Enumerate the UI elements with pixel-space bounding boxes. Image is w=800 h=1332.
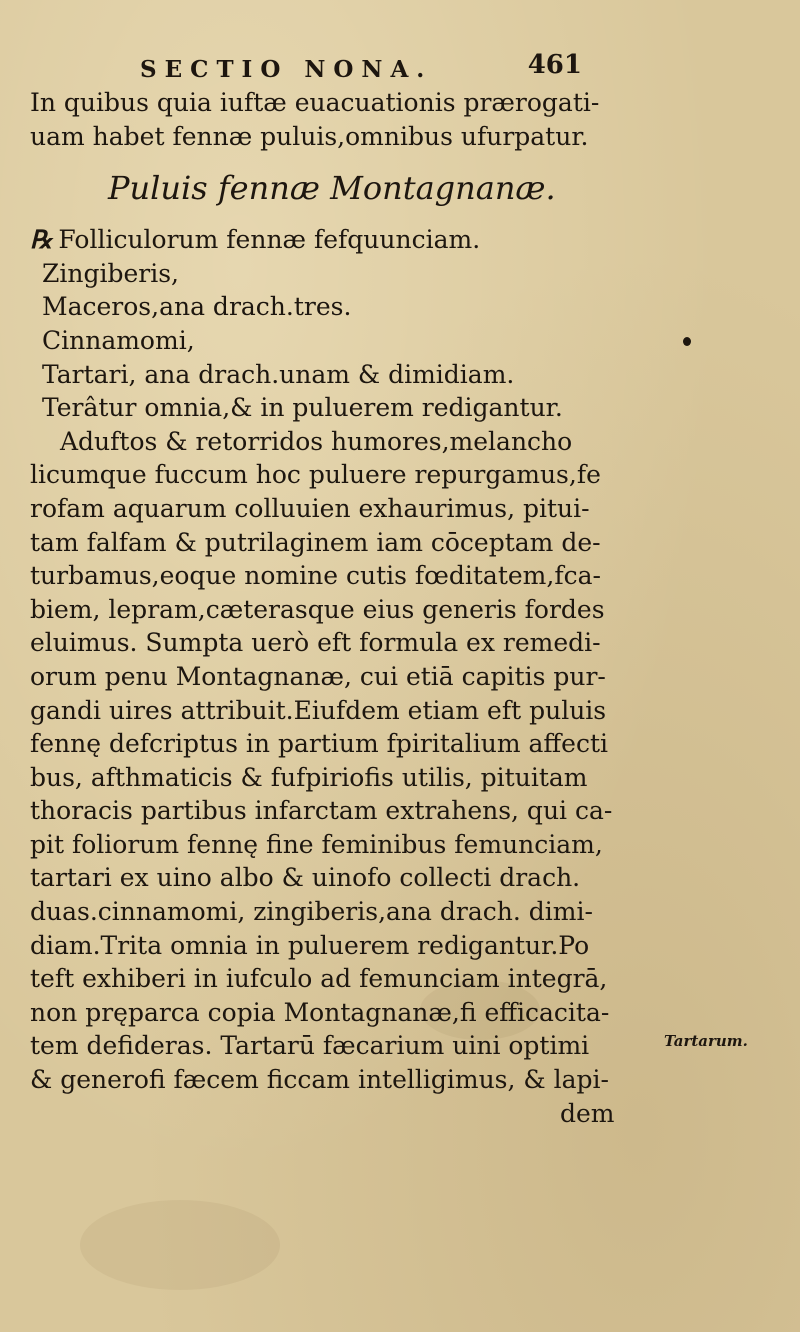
recipe-line xyxy=(30,223,660,257)
running-head: SECTIO NONA. xyxy=(140,56,433,83)
paragraph-line: duas.cinnamomi, zingiberis,ana drach. dimi- xyxy=(30,897,593,927)
paragraph-line: rofam aquarum colluuien exhaurimus, pitui- xyxy=(30,493,590,523)
paragraph-line: thoracis partibus infarctam extrahens, qui ca- xyxy=(30,796,613,826)
paragraph-line: bus, afthmaticis & fufpiriofis utilis, pituitam xyxy=(30,762,588,792)
paper-stain xyxy=(80,1200,280,1290)
paragraph-line: orum penu Montagnanæ, cui etiā capitis pur- xyxy=(30,661,606,691)
paragraph-line: pit foliorum fennę fine feminibus femunciam, xyxy=(30,829,603,859)
paragraph-line: biem, lepram,cæterasque eius generis fordes xyxy=(30,594,605,624)
paragraph-line: diam.Trita omnia in puluerem redigantur.Po xyxy=(30,930,590,960)
recipe-title: Puluis fennæ Montagnanæ. xyxy=(108,169,556,208)
recipe-line: Maceros,ana drach.tres. xyxy=(42,292,352,322)
recipe-line: Terâtur omnia,& in puluerem redigantur. xyxy=(42,393,563,423)
paragraph-line: tam falfam & putrilaginem iam cōceptam de- xyxy=(30,527,601,557)
paragraph-line: & generofi fæcem ficcam intelligimus, & lapi- xyxy=(30,1065,609,1095)
recipe-line: Zingiberis, xyxy=(42,258,179,288)
recipe-line: Cinnamomi, xyxy=(42,325,195,355)
recipe-line: Tartari, ana drach.unam & dimidiam. xyxy=(42,359,515,389)
intro-line: In quibus quia iuftæ euacuationis prærogati- xyxy=(30,88,600,117)
paragraph-line: gandi uires attribuit.Eiufdem etiam eft puluis xyxy=(30,695,607,725)
body-text xyxy=(30,86,660,1130)
paragraph-line: licumque fuccum hoc puluere repurgamus,fe xyxy=(30,460,601,490)
paragraph-line: Aduftos & retorridos humores,melancho xyxy=(60,426,573,456)
margin-note: Tartarum. xyxy=(664,1032,748,1050)
intro-line: uam habet fennæ puluis,omnibus ufurpatur. xyxy=(30,121,589,151)
paragraph-line: fennę defcriptus in partium fpiritalium affecti xyxy=(30,729,609,759)
paragraph-line: teft exhiberi in iufculo ad femunciam integrā, xyxy=(30,964,608,994)
paragraph-line: turbamus,eoque nomine cutis fœditatem,fca- xyxy=(30,561,601,591)
recipe-symbol-icon: ℞ xyxy=(30,225,53,255)
paragraph-line: eluimus. Sumpta uerò eft formula ex remedi- xyxy=(30,628,601,658)
paragraph-line: dem xyxy=(560,1098,615,1128)
recipe-line-text: Folliculorum fennæ fefquunciam. xyxy=(58,225,481,255)
page-number: 461 xyxy=(527,50,582,80)
paragraph-line: tem defideras. Tartarū fæcarium uini optimi xyxy=(30,1031,590,1061)
paragraph-line: non pręparca copia Montagnanæ,fi efficacita- xyxy=(30,997,610,1027)
ink-dot-mark xyxy=(683,337,691,346)
paragraph-line: tartari ex uino albo & uinofo collecti drach. xyxy=(30,863,581,893)
